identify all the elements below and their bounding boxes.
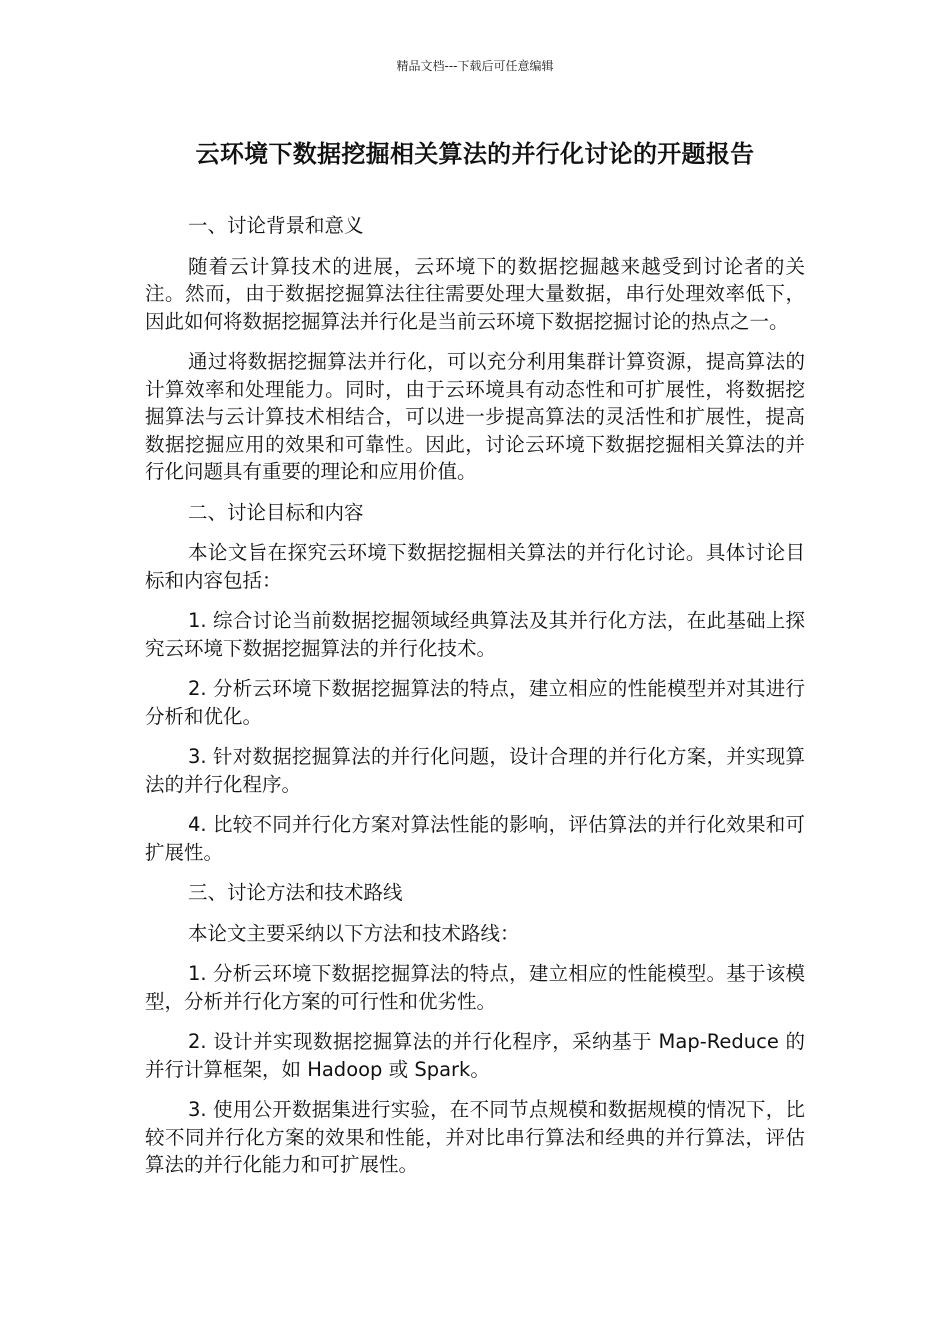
list-item: 2. 分析云环境下数据挖掘算法的特点，建立相应的性能模型并对其进行分析和优化。 [145, 677, 805, 728]
list-item: 3. 使用公开数据集进行实验，在不同节点规模和数据规模的情况下，比较不同并行化方案的效果和性能，并对比串行算法和经典的并行算法，评估算法的并行化能力和可扩展性。 [145, 1098, 805, 1176]
document-title: 云环境下数据挖掘相关算法的并行化讨论的开题报告 [195, 140, 755, 168]
paragraph: 随着云计算技术的进展，云环境下的数据挖掘越来越受到讨论者的关注。然而，由于数据挖掘算法往往需要处理大量数据，串行处理效率低下，因此如何将数据挖掘算法并行化是当前云环境下数据挖掘讨论的热点之一。 [145, 254, 805, 333]
paragraph: 通过将数据挖掘算法并行化，可以充分利用集群计算资源，提高算法的计算效率和处理能力。同时，由于云环境具有动态性和可扩展性，将数据挖掘算法与云计算技术相结合，可以进一步提高算法的灵活性和扩展性，提高数据挖掘应用的效果和可靠性。因此，讨论云环境下数据挖掘相关算法的并行化问题具有重要的理论和应用价值。 [145, 350, 805, 483]
page-header: 精品文档---下载后可任意编辑 [396, 59, 554, 73]
section-heading-methods: 三、讨论方法和技术路线 [188, 881, 403, 904]
section-heading-goals: 二、讨论目标和内容 [188, 500, 364, 524]
list-item: 1. 综合讨论当前数据挖掘领域经典算法及其并行化方法，在此基础上探究云环境下数据挖掘算法的并行化技术。 [145, 609, 805, 660]
list-item: 3. 针对数据挖掘算法的并行化问题，设计合理的并行化方案，并实现算法的并行化程序。 [145, 745, 805, 796]
section-heading-background: 一、讨论背景和意义 [188, 214, 364, 237]
paragraph: 本论文旨在探究云环境下数据挖掘相关算法的并行化讨论。具体讨论目标和内容包括： [145, 541, 805, 592]
list-item: 2. 设计并实现数据挖掘算法的并行化程序，采纳基于 Map-Reduce 的并行计算框架，如 Hadoop 或 Spark。 [145, 1030, 805, 1081]
paragraph: 本论文主要采纳以下方法和技术路线： [188, 921, 520, 945]
document-body [145, 212, 805, 1192]
list-item: 1. 分析云环境下数据挖掘算法的特点，建立相应的性能模型。基于该模型，分析并行化方案的可行性和优劣性。 [145, 962, 805, 1013]
list-item: 4. 比较不同并行化方案对算法性能的影响，评估算法的并行化效果和可扩展性。 [145, 813, 805, 864]
